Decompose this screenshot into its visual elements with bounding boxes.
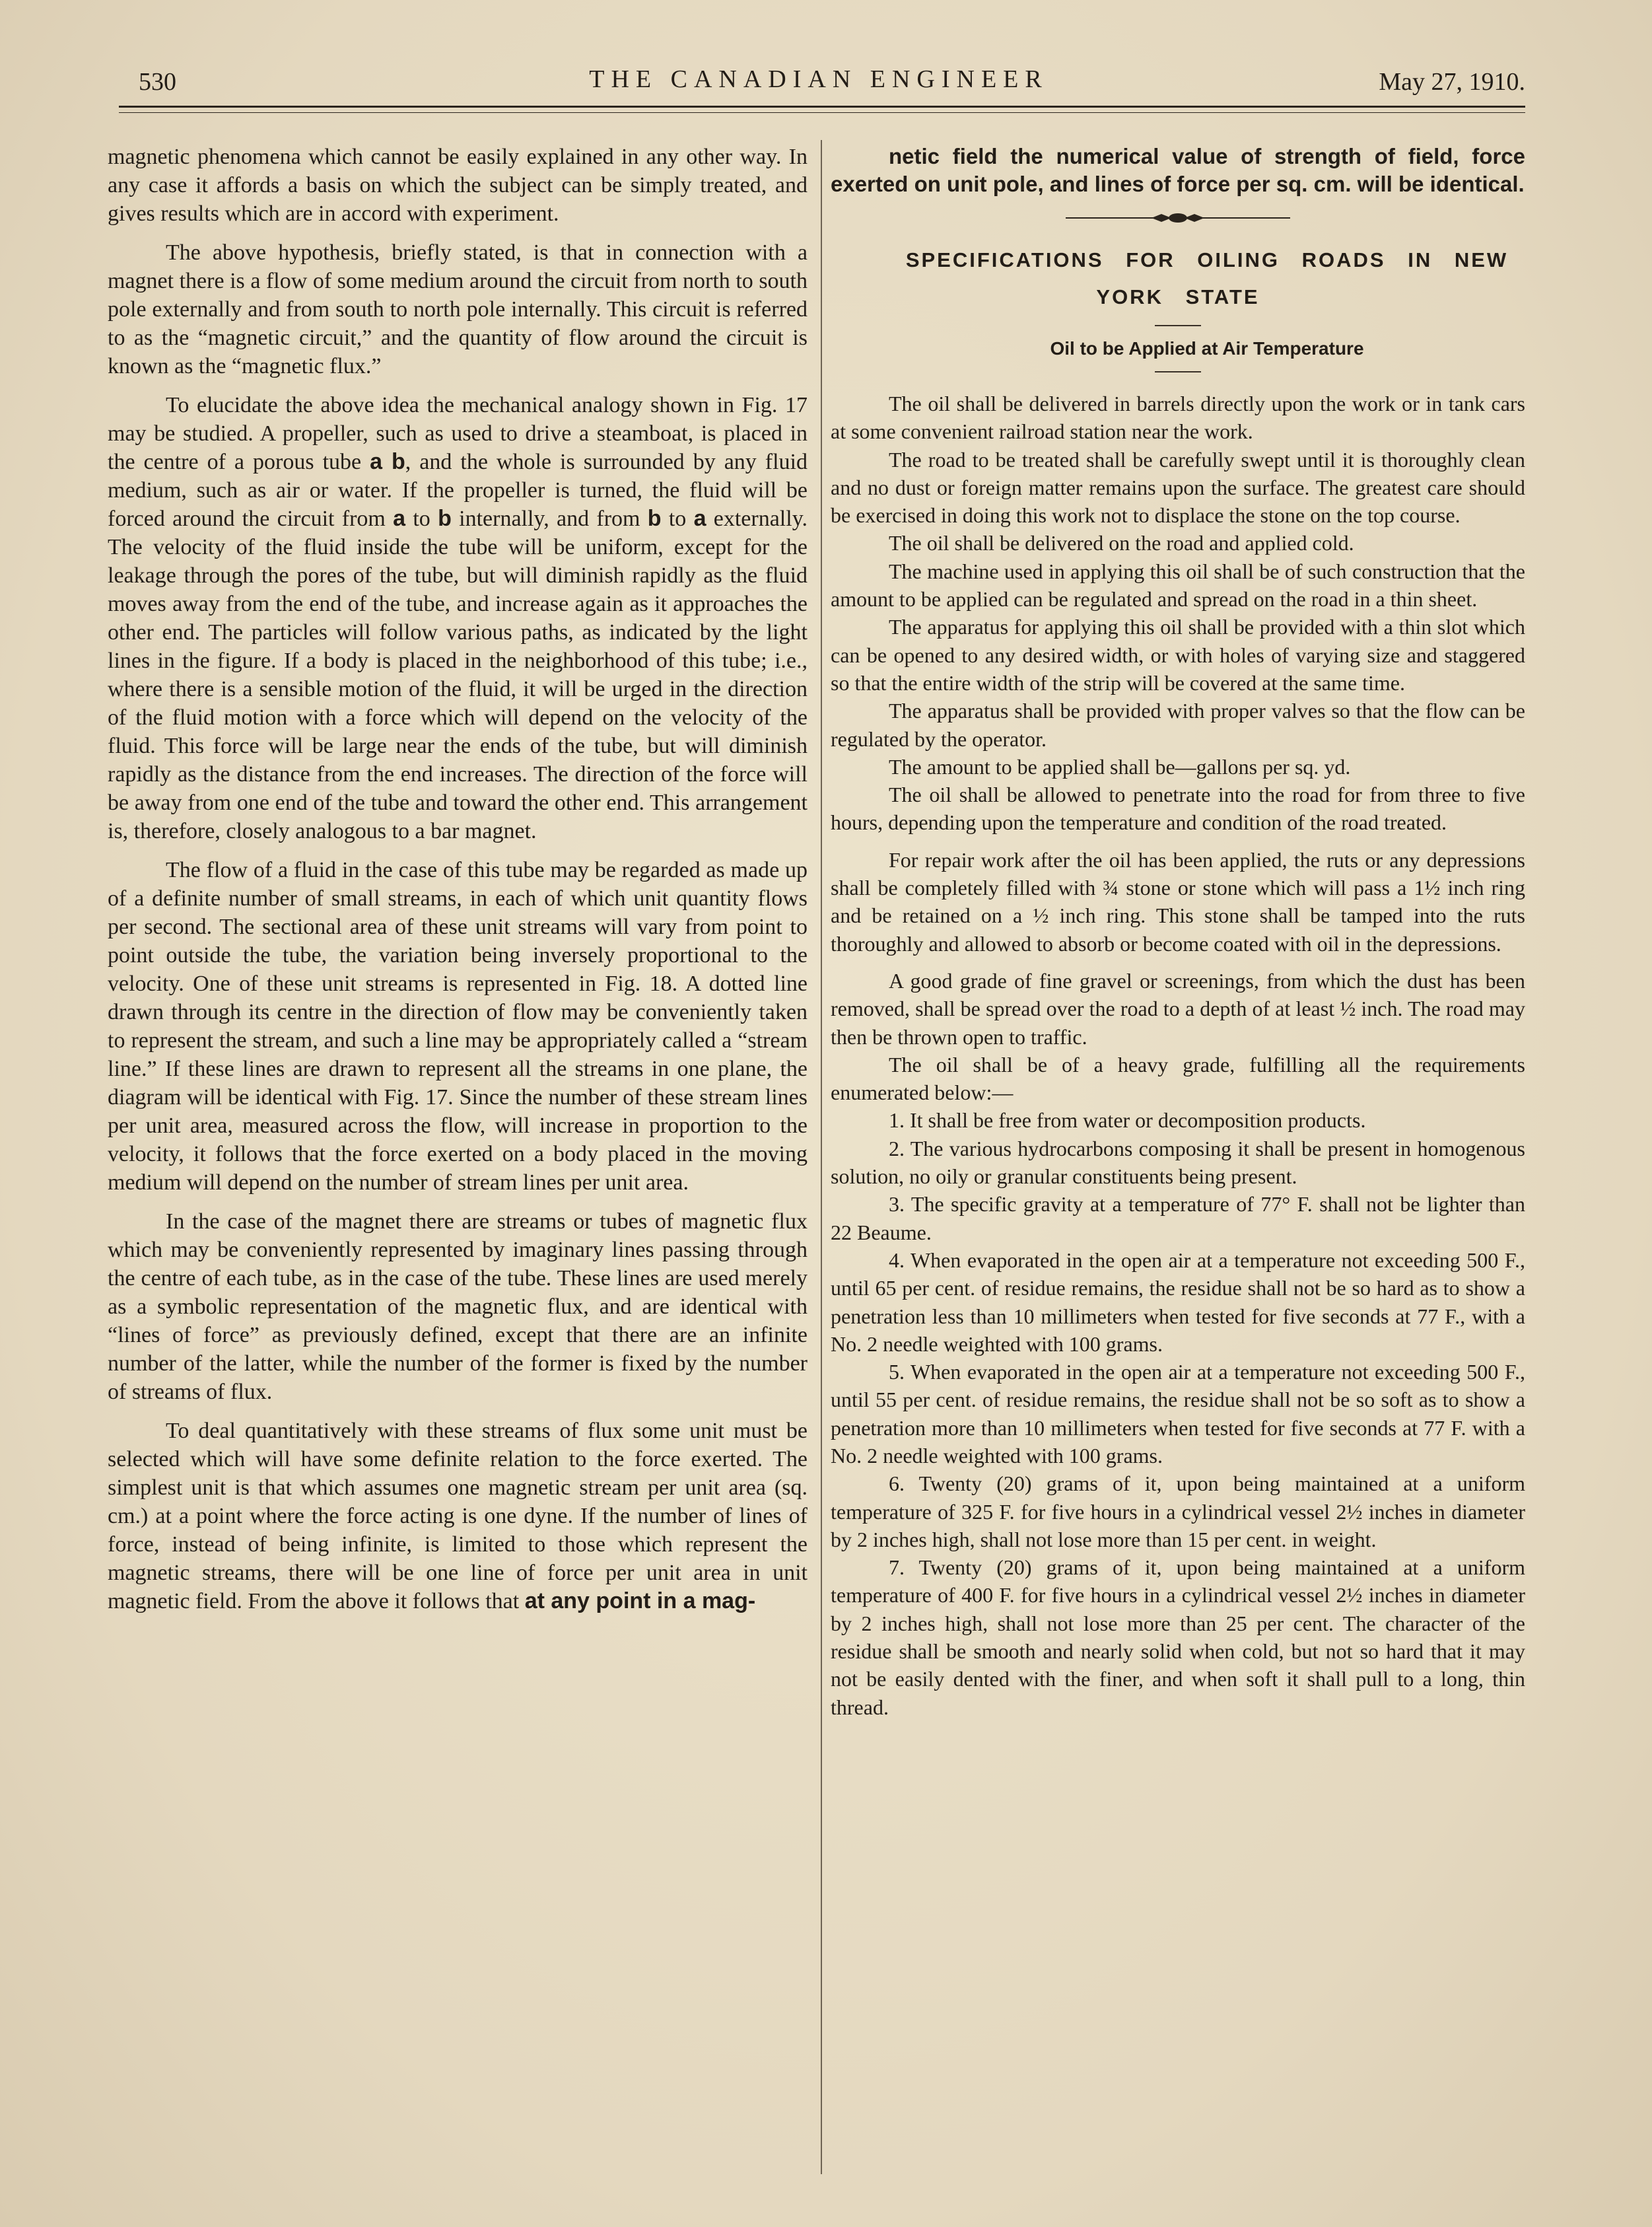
list-item: 3. The specific gravity at a temperature of 77° F. shall not be lighter than 22 Beaume. xyxy=(831,1192,1525,1244)
text-run-bold: at any point in a mag- xyxy=(524,1588,756,1613)
paragraph: The machine used in applying this oil shall be of such construction that the amount to be applied can be regulated and spread on the road in a thin sheet. xyxy=(831,559,1525,612)
section-title: SPECIFICATIONS FOR OILING ROADS IN NEW YORK STATE xyxy=(905,248,1509,308)
text-run-bold: a xyxy=(693,506,706,531)
list-item: 4. When evaporated in the open air at a temperature not exceeding 500 F., until 65 per cent. of residue remains, the residue shall not be so hard as to show a penetration less than 10 millimeters when tested for five seconds at 77 F., with a No. 2 needle weighted with 100 grams. xyxy=(831,1248,1525,1356)
page-header xyxy=(112,61,1525,107)
paragraph: The apparatus for applying this oil shall be provided with a thin slot which can be opened to any desired width, or with holes of varying size and staggered so that the entire width of the strip will be covered at the same time. xyxy=(831,615,1525,695)
text-run: externally. The velocity of the fluid inside the tube will be uniform, except for the leakage through the pores of the tube, but will diminish rapidly as the fluid moves away from the end of the tube, and increase again as it approaches the other end. The particles will follow various paths, as indicated by the light lines in the figure. If a body is placed in the neighborhood of this tube; i.e., where there is a sensible motion of the fluid, it will be urged in the direction of the fluid motion with a force which will depend on the velocity of the fluid. This force will be large near the ends of the tube, but will diminish rapidly as the distance from the end increases. The direction of the force will be away from one end of the tube and toward the other end. This arrangement is, therefore, closely analogous to a bar magnet. xyxy=(108,507,808,843)
text-run-bold: a b xyxy=(370,449,405,474)
continued-bold-text: netic field the numerical value of strength of field, force exerted on unit pole, and lines of force per sq. cm. will be identical. xyxy=(831,144,1525,196)
paragraph: For repair work after the oil has been applied, the ruts or any depressions shall be completely filled with ¾ stone or stone which will pass a 1½ inch ring and be retained on a ½ inch ring. This stone shall be tamped into the ruts thoroughly and allowed to absorb or become coated with oil in the depressions. xyxy=(831,847,1525,956)
header-rule-thick xyxy=(119,106,1525,108)
paragraph xyxy=(108,1417,808,1615)
paragraph: The apparatus shall be provided with proper valves so that the flow can be regulated by the operator. xyxy=(831,699,1525,751)
title-rule xyxy=(1155,371,1201,372)
paragraph: The oil shall be delivered in barrels directly upon the work or in tank cars at some convenient railroad station near the work. xyxy=(831,392,1525,444)
text-run: , and the whole is surrounded by any fluid medium, such as air or water. If the propeller is turned, the fluid will be forced around the circuit from xyxy=(108,450,808,531)
text-run: to xyxy=(405,507,438,531)
paragraph: The oil shall be allowed to penetrate into the road for from three to five hours, depending upon the temperature and condition of the road treated. xyxy=(831,783,1525,835)
section-subtitle: Oil to be Applied at Air Temperature xyxy=(1050,338,1364,359)
journal-title: THE CANADIAN ENGINEER xyxy=(589,65,1049,93)
list-item: 1. It shall be free from water or decomposition products. xyxy=(889,1108,1366,1133)
header-rule-thin xyxy=(119,112,1525,113)
paragraph: magnetic phenomena which cannot be easily explained in any other way. In any case it affords a basis on which the subject can be simply treated, and gives results which are in accord with experiment. xyxy=(108,145,808,226)
paragraph: The oil shall be delivered on the road and applied cold. xyxy=(889,531,1354,555)
paragraph: The above hypothesis, briefly stated, is that in connection with a magnet there is a flow of some medium around the circuit from north to south pole externally and from south to north pole internally. This circuit is referred to as the “magnetic circuit,” and the quantity of flow around the circuit is known as the “magnetic flux.” xyxy=(108,240,808,378)
text-run-bold: b xyxy=(438,506,452,531)
list-item: 6. Twenty (20) grams of it, upon being maintained at a uniform temperature of 325 F. for five hours in a cylindrical vessel 2½ inches in diameter by 2 inches high, shall not lose more than 15 per cent. in weight. xyxy=(831,1471,1525,1551)
list-item: 5. When evaporated in the open air at a temperature not exceeding 500 F., until 55 per cent. of residue remains, the residue shall not be so soft as to show a penetration more than 10 millimeters when tested for five seconds at 77 F. with a No. 2 needle weighted with 100 grams. xyxy=(831,1360,1525,1467)
paragraph: The flow of a fluid in the case of this tube may be regarded as made up of a definite number of small streams, in each of which unit quantity flows per second. The sectional area of these unit streams will vary from point to point outside the tube, the variation being inversely proportional to the velocity. One of these unit streams is represented in Fig. 18. A dotted line drawn through its centre in the direction of flow may be conveniently taken to represent the stream, and such a line may be appropriately called a “stream line.” If these lines are drawn to represent all the streams in one plane, the diagram will be identical with Fig. 17. Since the number of these stream lines per unit area, measured across the flow, will increase in proportion to the velocity, it follows that the force exerted on a body placed in the moving medium will depend on the number of stream lines per unit area. xyxy=(108,858,808,1195)
text-run: to xyxy=(661,507,694,531)
paragraph: The road to be treated shall be carefully swept until it is thoroughly clean and no dust or foreign matter remains upon the surface. The greatest care should be exercised in doing this work not to displace the stone on the top course. xyxy=(831,447,1525,528)
list-item: 7. Twenty (20) grams of it, upon being maintained at a uniform temperature of 400 F. for five hours in a cylindrical vessel 2½ inches in diameter by 2 inches high, shall not lose more than 25 per cent. The character of the residue shall be smooth and nearly solid when cold, but not so hard that it may not be easily dented with the finer, and when soft it shall pull to a long, thin thread. xyxy=(831,1555,1525,1719)
text-run: To deal quantitatively with these streams of flux some unit must be selected which will have some definite relation to the force exerted. The simplest unit is that which assumes one magnetic stream per unit area (sq. cm.) at a point where the force acting is one dyne. If the number of lines of force, instead of being infinite, is limited to those which represent the magnetic streams, there will be one line of force per unit area in unit magnetic field. From the above it follows that xyxy=(108,1419,808,1613)
left-column xyxy=(108,143,808,1615)
ornament-divider-icon xyxy=(1066,211,1290,225)
issue-date: May 27, 1910. xyxy=(1379,68,1525,96)
text-run-bold: a xyxy=(393,506,406,531)
text-run-bold: b xyxy=(647,506,662,531)
paragraph: The oil shall be of a heavy grade, fulfilling all the requirements enumerated below:— xyxy=(831,1052,1525,1105)
text-run: internally, and from xyxy=(451,507,648,531)
text-run: To elucidate the above idea the mechanical analogy shown in Fig. 17 may be studied. A propeller, such as used to drive a steamboat, is placed in the centre of a porous tube xyxy=(108,393,808,474)
title-rule xyxy=(1155,325,1201,326)
right-column xyxy=(831,143,1525,1721)
page-number: 530 xyxy=(139,68,176,96)
list-item: 2. The various hydrocarbons composing it shall be present in homogenous solution, no oily or granular constituents being present. xyxy=(831,1136,1525,1189)
paragraph: In the case of the magnet there are streams or tubes of magnetic flux which may be conveniently represented by imaginary lines passing through the centre of each tube, as in the case of the tube. These lines are used merely as a symbolic representation of the magnetic flux, and are identical with “lines of force” as previously defined, except that there are an infinite number of the latter, while the number of the former is fixed by the number of streams of flux. xyxy=(108,1209,808,1404)
paragraph: The amount to be applied shall be—gallons per sq. yd. xyxy=(889,754,1351,779)
column-divider xyxy=(821,140,822,2174)
paragraph xyxy=(108,391,808,845)
paragraph: A good grade of fine gravel or screenings, from which the dust has been removed, shall be spread over the road to a depth of at least ½ inch. The road may then be thrown open to traffic. xyxy=(831,968,1525,1049)
specification-paragraphs xyxy=(831,390,1525,1721)
